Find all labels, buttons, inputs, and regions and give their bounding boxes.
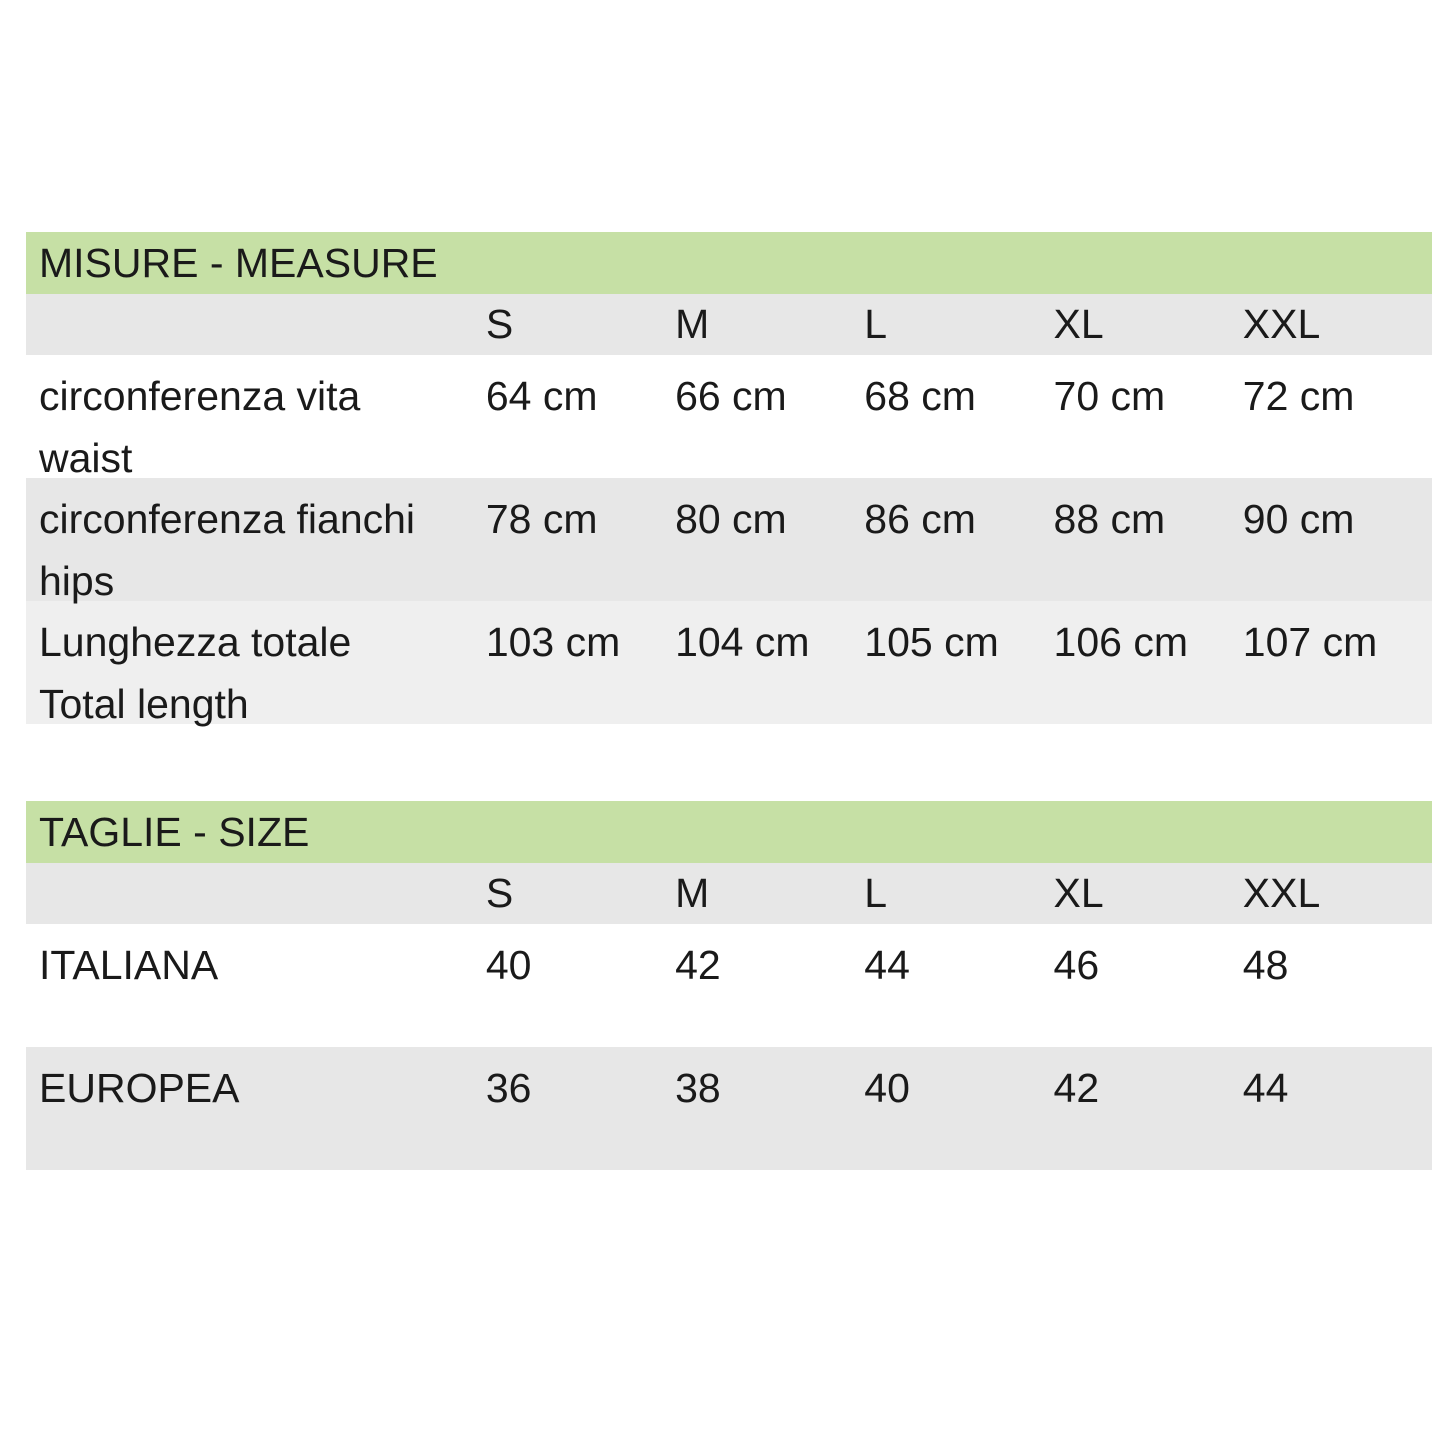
cell-value: 44 — [1242, 1065, 1289, 1111]
table-row-total-length — [26, 601, 1432, 727]
cell-value: 48 — [1242, 942, 1289, 988]
table-row-europea — [26, 1047, 1432, 1170]
cell-value: 106 cm — [1053, 619, 1188, 665]
measure-table-title: MISURE - MEASURE — [26, 232, 1432, 294]
row-label — [26, 488, 486, 604]
cell-value: 90 cm — [1242, 496, 1355, 542]
size-header-m: M — [675, 301, 710, 347]
size-table-title: TAGLIE - SIZE — [26, 801, 1432, 863]
row-label-english: waist — [39, 435, 133, 481]
row-label: EUROPEA — [39, 1065, 240, 1111]
cell-value: 64 cm — [485, 373, 598, 419]
cell-value: 107 cm — [1242, 619, 1378, 665]
size-header-l: L — [864, 301, 888, 347]
row-label: ITALIANA — [39, 942, 219, 988]
cell-value: 78 cm — [485, 496, 598, 542]
cell-value: 103 cm — [485, 619, 621, 665]
cell-value: 40 — [485, 942, 532, 988]
row-label — [26, 365, 486, 481]
cell-value: 72 cm — [1242, 373, 1355, 419]
row-label-italian: circonferenza vita — [39, 373, 361, 419]
cell-value: 66 cm — [675, 373, 787, 419]
row-label-english: hips — [39, 558, 115, 604]
cell-value: 38 — [675, 1065, 721, 1111]
cell-value: 42 — [675, 942, 721, 988]
cell-value: 44 — [864, 942, 910, 988]
size-header-s: S — [485, 301, 514, 347]
cell-value: 68 cm — [864, 373, 976, 419]
cell-value: 46 — [1053, 942, 1100, 988]
row-label-italian: Lunghezza totale — [39, 619, 352, 665]
size-header-m: M — [675, 870, 710, 916]
cell-value: 42 — [1053, 1065, 1100, 1111]
size-header-row — [26, 863, 1432, 924]
size-header-xxl: XXL — [1242, 301, 1321, 347]
table-row-italiana — [26, 924, 1432, 1047]
cell-value: 104 cm — [675, 619, 810, 665]
cell-value: 36 — [485, 1065, 532, 1111]
row-label-english: Total length — [39, 681, 249, 727]
row-label — [26, 611, 486, 727]
cell-value: 80 cm — [675, 496, 787, 542]
size-table — [26, 801, 1432, 1170]
size-header-l: L — [864, 870, 888, 916]
measure-size-header-row — [26, 294, 1432, 355]
cell-value: 88 cm — [1053, 496, 1166, 542]
cell-value: 86 cm — [864, 496, 976, 542]
table-row-hips — [26, 478, 1432, 604]
row-label-italian: circonferenza fianchi — [39, 496, 416, 542]
size-header-xl: XL — [1053, 301, 1104, 347]
cell-value: 105 cm — [864, 619, 999, 665]
cell-value: 40 — [864, 1065, 910, 1111]
size-header-s: S — [485, 870, 514, 916]
size-header-xl: XL — [1053, 870, 1104, 916]
cell-value: 70 cm — [1053, 373, 1166, 419]
measure-table — [26, 232, 1432, 727]
table-row-waist — [26, 355, 1432, 481]
size-header-xxl: XXL — [1242, 870, 1321, 916]
